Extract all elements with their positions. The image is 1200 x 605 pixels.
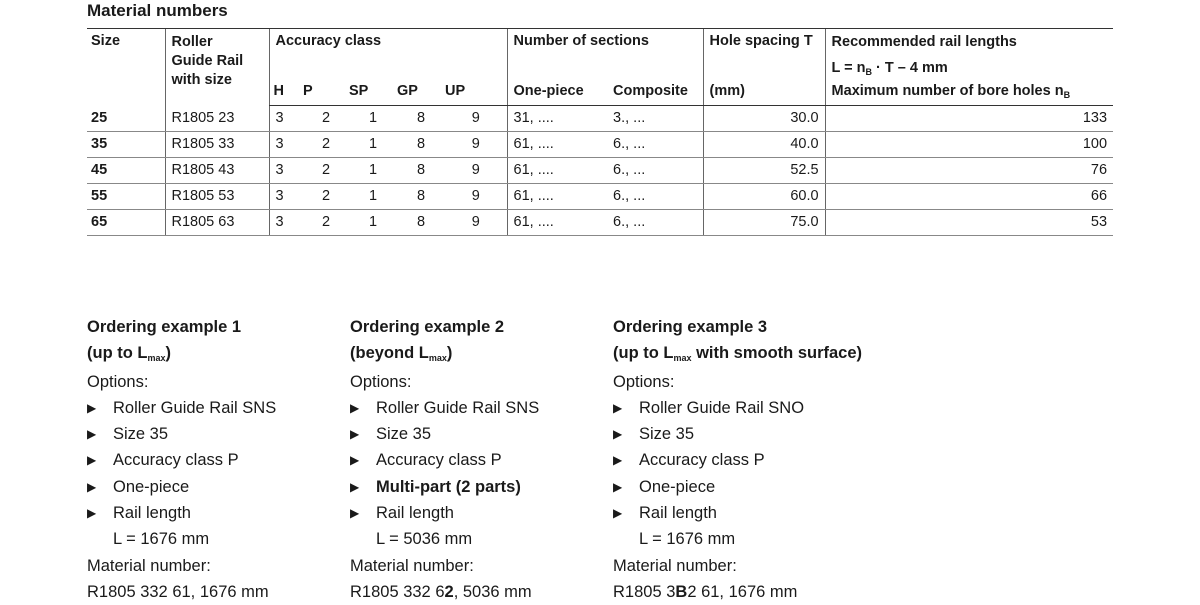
bullet-triangle-icon: ▶ [613, 479, 623, 494]
example-subheading: (up to $L_{max}$ with smooth surface) [613, 344, 863, 364]
table-row: 45 R1805 43 3 2 1 8 9 61, .... 6., ... 52.5 76 [87, 158, 1113, 184]
col-acc-sp: SP [349, 79, 397, 106]
example-heading: Ordering example 2 [350, 318, 505, 336]
col-size: Size [87, 29, 165, 106]
list-item: ▶ Multi-part (2 parts) [350, 474, 539, 500]
table-row: 25 R1805 23 3 2 1 8 9 31, .... 3., ... 30.0 133 [87, 106, 1113, 132]
list-item: ▶ Rail length [87, 500, 276, 526]
material-number-label: Material number: [613, 556, 737, 575]
rail-length-value: L = 1676 mm [639, 530, 736, 549]
material-number-value: R1805 332 61, 1676 mm [87, 582, 269, 601]
col-rec-max: Maximum number of bore holes $n_B$ [825, 79, 1113, 106]
list-item: ▶ Accuracy class P [87, 447, 276, 473]
col-composite: Composite [607, 79, 703, 106]
table-row: 55 R1805 53 3 2 1 8 9 61, .... 6., ... 60.0 66 [87, 184, 1113, 210]
bullet-triangle-icon: ▶ [613, 453, 623, 468]
rec-formula: $L = n_B \cdot T - 4$ mm [831, 60, 948, 77]
col-one-piece: One-piece [507, 79, 607, 106]
bullet-triangle-icon: ▶ [613, 427, 623, 442]
ordering-example-1 [87, 314, 276, 605]
list-item: ▶ Size 35 [613, 421, 862, 447]
bullet-triangle-icon: ▶ [87, 400, 97, 415]
bullet-triangle-icon: ▶ [87, 506, 97, 521]
list-item: ▶ Size 35 [87, 421, 276, 447]
material-number-label: Material number: [87, 556, 211, 575]
bullet-triangle-icon: ▶ [350, 427, 360, 442]
rail-length-value: L = 1676 mm [113, 530, 210, 549]
options-label: Options: [613, 372, 675, 391]
bullet-triangle-icon: ▶ [613, 506, 623, 521]
list-item: ▶ Rail length [613, 500, 862, 526]
bullet-triangle-icon: ▶ [350, 506, 360, 521]
col-hole: Hole spacing T [703, 29, 825, 80]
list-item: ▶ Size 35 [350, 421, 539, 447]
list-item: ▶ Rail length [350, 500, 539, 526]
material-number-value: R1805 332 62, 5036 mm [350, 582, 532, 601]
example-subheading: (up to $L_{max}$) [87, 344, 171, 364]
col-sections: Number of sections [507, 29, 703, 80]
list-item: ▶ One-piece [613, 474, 862, 500]
col-rail: Roller Guide Rail with size [165, 29, 269, 106]
col-accuracy: Accuracy class [269, 29, 507, 80]
bullet-triangle-icon: ▶ [350, 453, 360, 468]
bullet-triangle-icon: ▶ [350, 400, 360, 415]
material-number-value: R1805 3B2 61, 1676 mm [613, 582, 798, 601]
bullet-triangle-icon: ▶ [87, 453, 97, 468]
table-row: 35 R1805 33 3 2 1 8 9 61, .... 6., ... 40.0 100 [87, 132, 1113, 158]
bullet-triangle-icon: ▶ [350, 479, 360, 494]
header-row [87, 29, 1113, 80]
list-item: ▶ Accuracy class P [613, 447, 862, 473]
bullet-triangle-icon: ▶ [87, 479, 97, 494]
list-item: ▶ Roller Guide Rail SNS [87, 395, 276, 421]
material-numbers-table [87, 28, 1113, 236]
col-acc-h: H [269, 79, 303, 106]
section-title: Material numbers [87, 1, 228, 20]
example-heading: Ordering example 3 [613, 318, 768, 336]
col-rec: Recommended rail lengths $L = n_B \cdot T - 4$ mm [825, 29, 1113, 80]
options-label: Options: [87, 372, 149, 391]
list-item: ▶ One-piece [87, 474, 276, 500]
list-item: ▶ Roller Guide Rail SNO [613, 395, 862, 421]
example-subheading: (beyond $L_{max}$) [350, 344, 453, 364]
col-acc-p: P [303, 79, 349, 106]
bullet-triangle-icon: ▶ [87, 427, 97, 442]
col-acc-up: UP [445, 79, 507, 106]
col-hole-unit: (mm) [703, 79, 825, 106]
table-row: 65 R1805 63 3 2 1 8 9 61, .... 6., ... 75.0 53 [87, 210, 1113, 236]
example-heading: Ordering example 1 [87, 318, 242, 336]
list-item: ▶ Roller Guide Rail SNS [350, 395, 539, 421]
list-item: ▶ Accuracy class P [350, 447, 539, 473]
ordering-example-2 [350, 314, 539, 605]
bullet-triangle-icon: ▶ [613, 400, 623, 415]
options-label: Options: [350, 372, 412, 391]
rail-length-value: L = 5036 mm [376, 530, 473, 549]
material-number-label: Material number: [350, 556, 474, 575]
col-acc-gp: GP [397, 79, 445, 106]
ordering-example-3 [613, 314, 862, 605]
